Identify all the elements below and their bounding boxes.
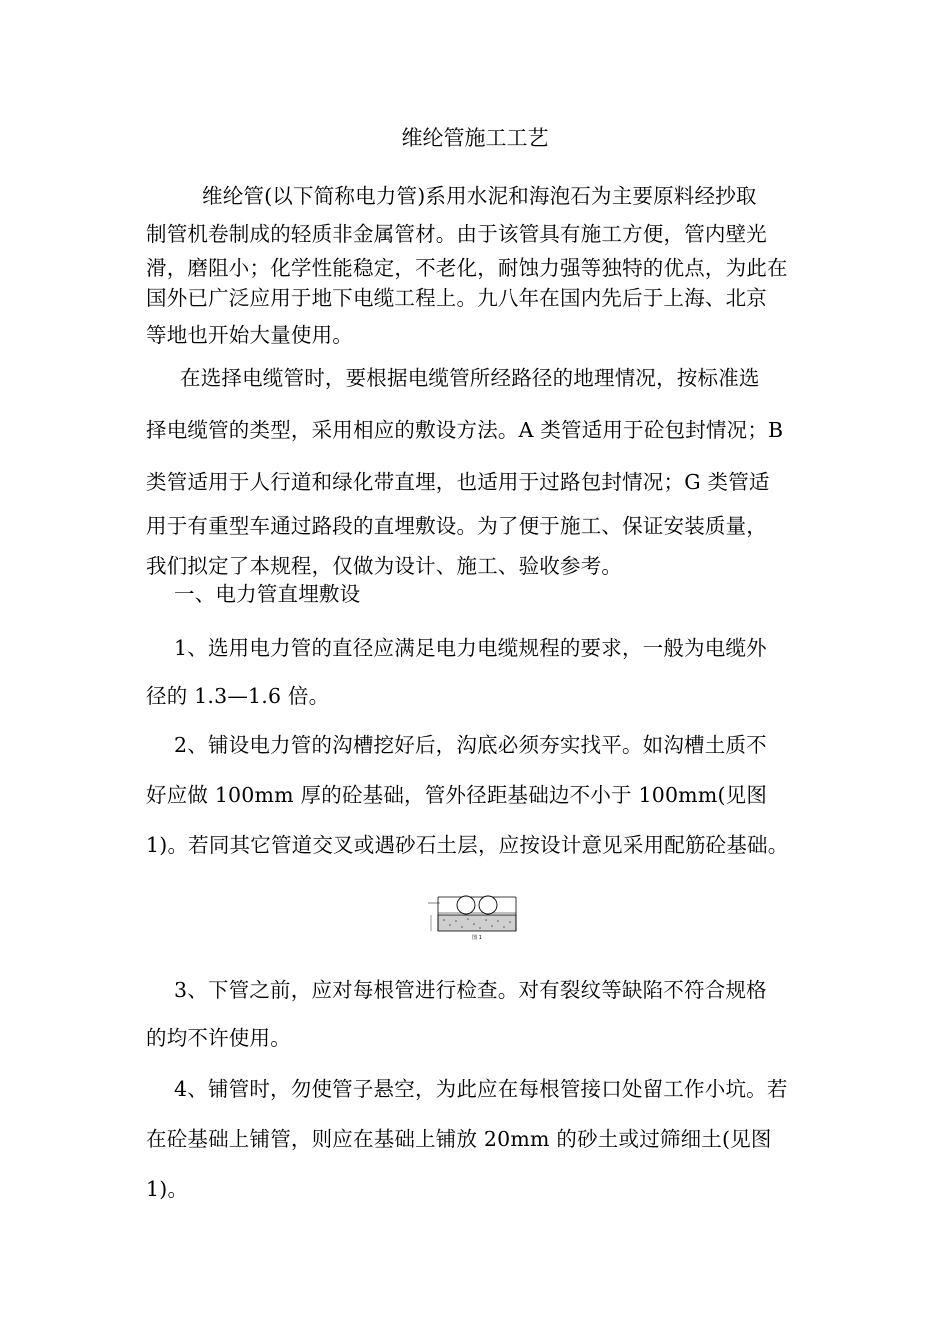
paragraph-line: 好应做 100mm 厚的砼基础，管外径距基础边不小于 100mm(见图 [146,783,768,807]
item-3 [146,966,806,1062]
item-2 [146,720,806,870]
paragraph-line: 我们拟定了本规程，仅做为设计、施工、验收参考。 [146,554,623,578]
item-4 [146,1064,806,1214]
paragraph-line: 维纶管(以下简称电力管)系用水泥和海泡石为主要原料经抄取 [202,184,757,208]
pipe-left [457,896,475,914]
figure-1-pipe-foundation-diagram [428,885,520,941]
paragraph-cable-selection [146,352,806,588]
paragraph-line: 4、铺管时，勿使管子悬空，为此应在每根管接口处留工作小坑。若 [174,1077,788,1101]
section-heading [146,574,806,614]
paragraph-line: 在选择电缆管时，要根据电缆管所经路径的地理情况，按标准选 [180,366,760,390]
document-title: 维纶管施工工艺 [401,126,549,150]
paragraph-line: 制管机卷制成的轻质非金属管材。由于该管具有施工方便，管内壁光 [146,222,767,246]
section-heading-text: 一、电力管直埋敷设 [174,582,361,606]
paragraph-intro [146,178,806,356]
paragraph-line: 用于有重型车通过路段的直埋敷设。为了便于施工、保证安装质量， [146,514,767,538]
paragraph-line: 的均不许使用。 [146,1026,291,1050]
paragraph-line: 择电缆管的类型，采用相应的敷设方法。A 类管适用于砼包封情况；B [146,418,784,442]
figure-1-caption: 图 1 [472,935,482,941]
pipe-right [479,896,497,914]
paragraph-line: 1)。若同其它管道交叉或遇砂石土层，应按设计意见采用配筋砼基础。 [146,833,789,857]
paragraph-line: 类管适用于人行道和绿化带直埋，也适用于过路包封情况；G 类管适 [146,470,770,494]
paragraph-line: 2、铺设电力管的沟槽挖好后，沟底必须夯实找平。如沟槽土质不 [174,733,767,757]
paragraph-line: 等地也开始大量使用。 [146,323,353,347]
paragraph-line: 1、选用电力管的直径应满足电力电缆规程的要求，一般为电缆外 [174,636,767,660]
paragraph-line: 滑，磨阻小；化学性能稳定，不老化，耐蚀力强等独特的优点，为此在 [146,256,788,280]
paragraph-line: 3、下管之前，应对每根管进行检查。对有裂纹等缺陷不符合规格 [174,978,767,1002]
paragraph-line: 在砼基础上铺管，则应在基础上铺放 20mm 的砂土或过筛细土(见图 [146,1127,772,1151]
item-1 [146,624,806,720]
paragraph-line: 径的 1.3—1.6 倍。 [146,684,330,708]
paragraph-line: 国外已广泛应用于地下电缆工程上。九八年在国内先后于上海、北京 [146,286,767,310]
paragraph-line: 1)。 [146,1177,189,1201]
